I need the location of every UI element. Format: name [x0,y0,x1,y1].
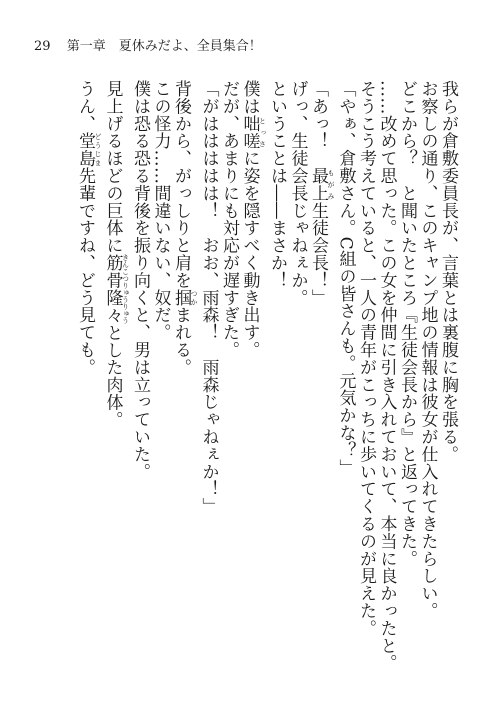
text-segment: 「がははははは！ おお、雨森！ 雨森じゃねぇか！」 [198,80,219,515]
text-segment: 「あっ！ [308,80,328,167]
text-line [130,80,151,680]
ruby-base: 最上 [308,167,328,202]
text-line [150,80,171,680]
text-segment: とした肉体。 [102,323,123,429]
page-number: 29 [34,39,51,54]
text-segment: ということは――まさか！ [267,80,287,289]
text-segment: 「やぁ、倉敷さん。C組の皆さんも。元気かな？」 [335,80,356,477]
ruby-annotation [308,167,335,202]
text-line [239,80,267,680]
text-segment: 背後から、がっしりと肩を [171,80,191,289]
page-header [34,39,480,55]
text-line [75,80,103,680]
text-segment: 先輩ですね、どう見ても。 [75,167,95,376]
text-line [198,80,219,680]
text-segment: 我らが倉敷委員長が、言葉とは裏腹に胸を張る。 [438,80,458,463]
text-segment: この怪力……間違いない、奴だ。 [150,80,171,341]
text-line [356,80,377,680]
text-line [376,80,397,680]
text-segment: だが、あまりにも対応が遅すぎた。 [219,80,239,359]
text-segment: うん、 [75,80,95,133]
text-line [308,80,336,680]
text-segment: 生徒会長！」 [308,201,328,307]
ruby-annotation [171,288,198,307]
text-segment: げっ、生徒会長じゃねぇか。 [287,80,308,307]
ruby-base: 筋骨隆々 [102,253,123,324]
vertical-body-text [18,80,458,680]
ruby-base: 咄嗟 [239,114,260,150]
text-line [102,80,130,680]
text-segment: 見上げるほどの巨体に [102,80,123,254]
text-segment: 僕は恐る恐る背後を振り向くと、男は立っていた。 [130,80,150,481]
text-line [417,80,438,680]
ruby-reading: どうじま [94,132,102,167]
ruby-annotation [102,253,130,324]
ruby-base: 掴 [171,288,191,307]
text-line [219,80,240,680]
text-line [335,80,356,680]
ruby-annotation [239,114,267,150]
text-segment: ……改めて思った。この女を仲間に引き入れておいて、本当に良かったと。 [376,80,397,672]
text-segment: 僕は [239,80,260,115]
text-line [438,80,459,680]
text-line [171,80,199,680]
ruby-base: 堂島 [75,132,95,168]
text-line [287,80,308,680]
text-line [267,80,288,680]
text-segment: そうこう考えていると、一人の青年がこっちに歩いてくるのが見えた。 [356,80,376,637]
ruby-reading: つか [190,288,198,307]
ruby-reading: もがみ [327,167,335,202]
ruby-reading: きんこつりゅうりゅう [121,253,130,324]
chapter-title: 第一章 夏休みだよ、全員集合！ [66,39,262,54]
ruby-annotation [75,132,102,168]
text-line [397,80,418,680]
text-segment: お察しの通り、このキャンプ地の情報は彼女が仕入れてきたらしい。 [417,80,438,620]
ruby-reading: とっさ [258,114,267,150]
text-segment: に姿を隠すべく動き出す。 [239,149,260,359]
text-segment: まれる。 [171,306,191,376]
text-segment: どこから？ と聞いたところ『生徒会長から』と返ってきた。 [397,80,417,568]
